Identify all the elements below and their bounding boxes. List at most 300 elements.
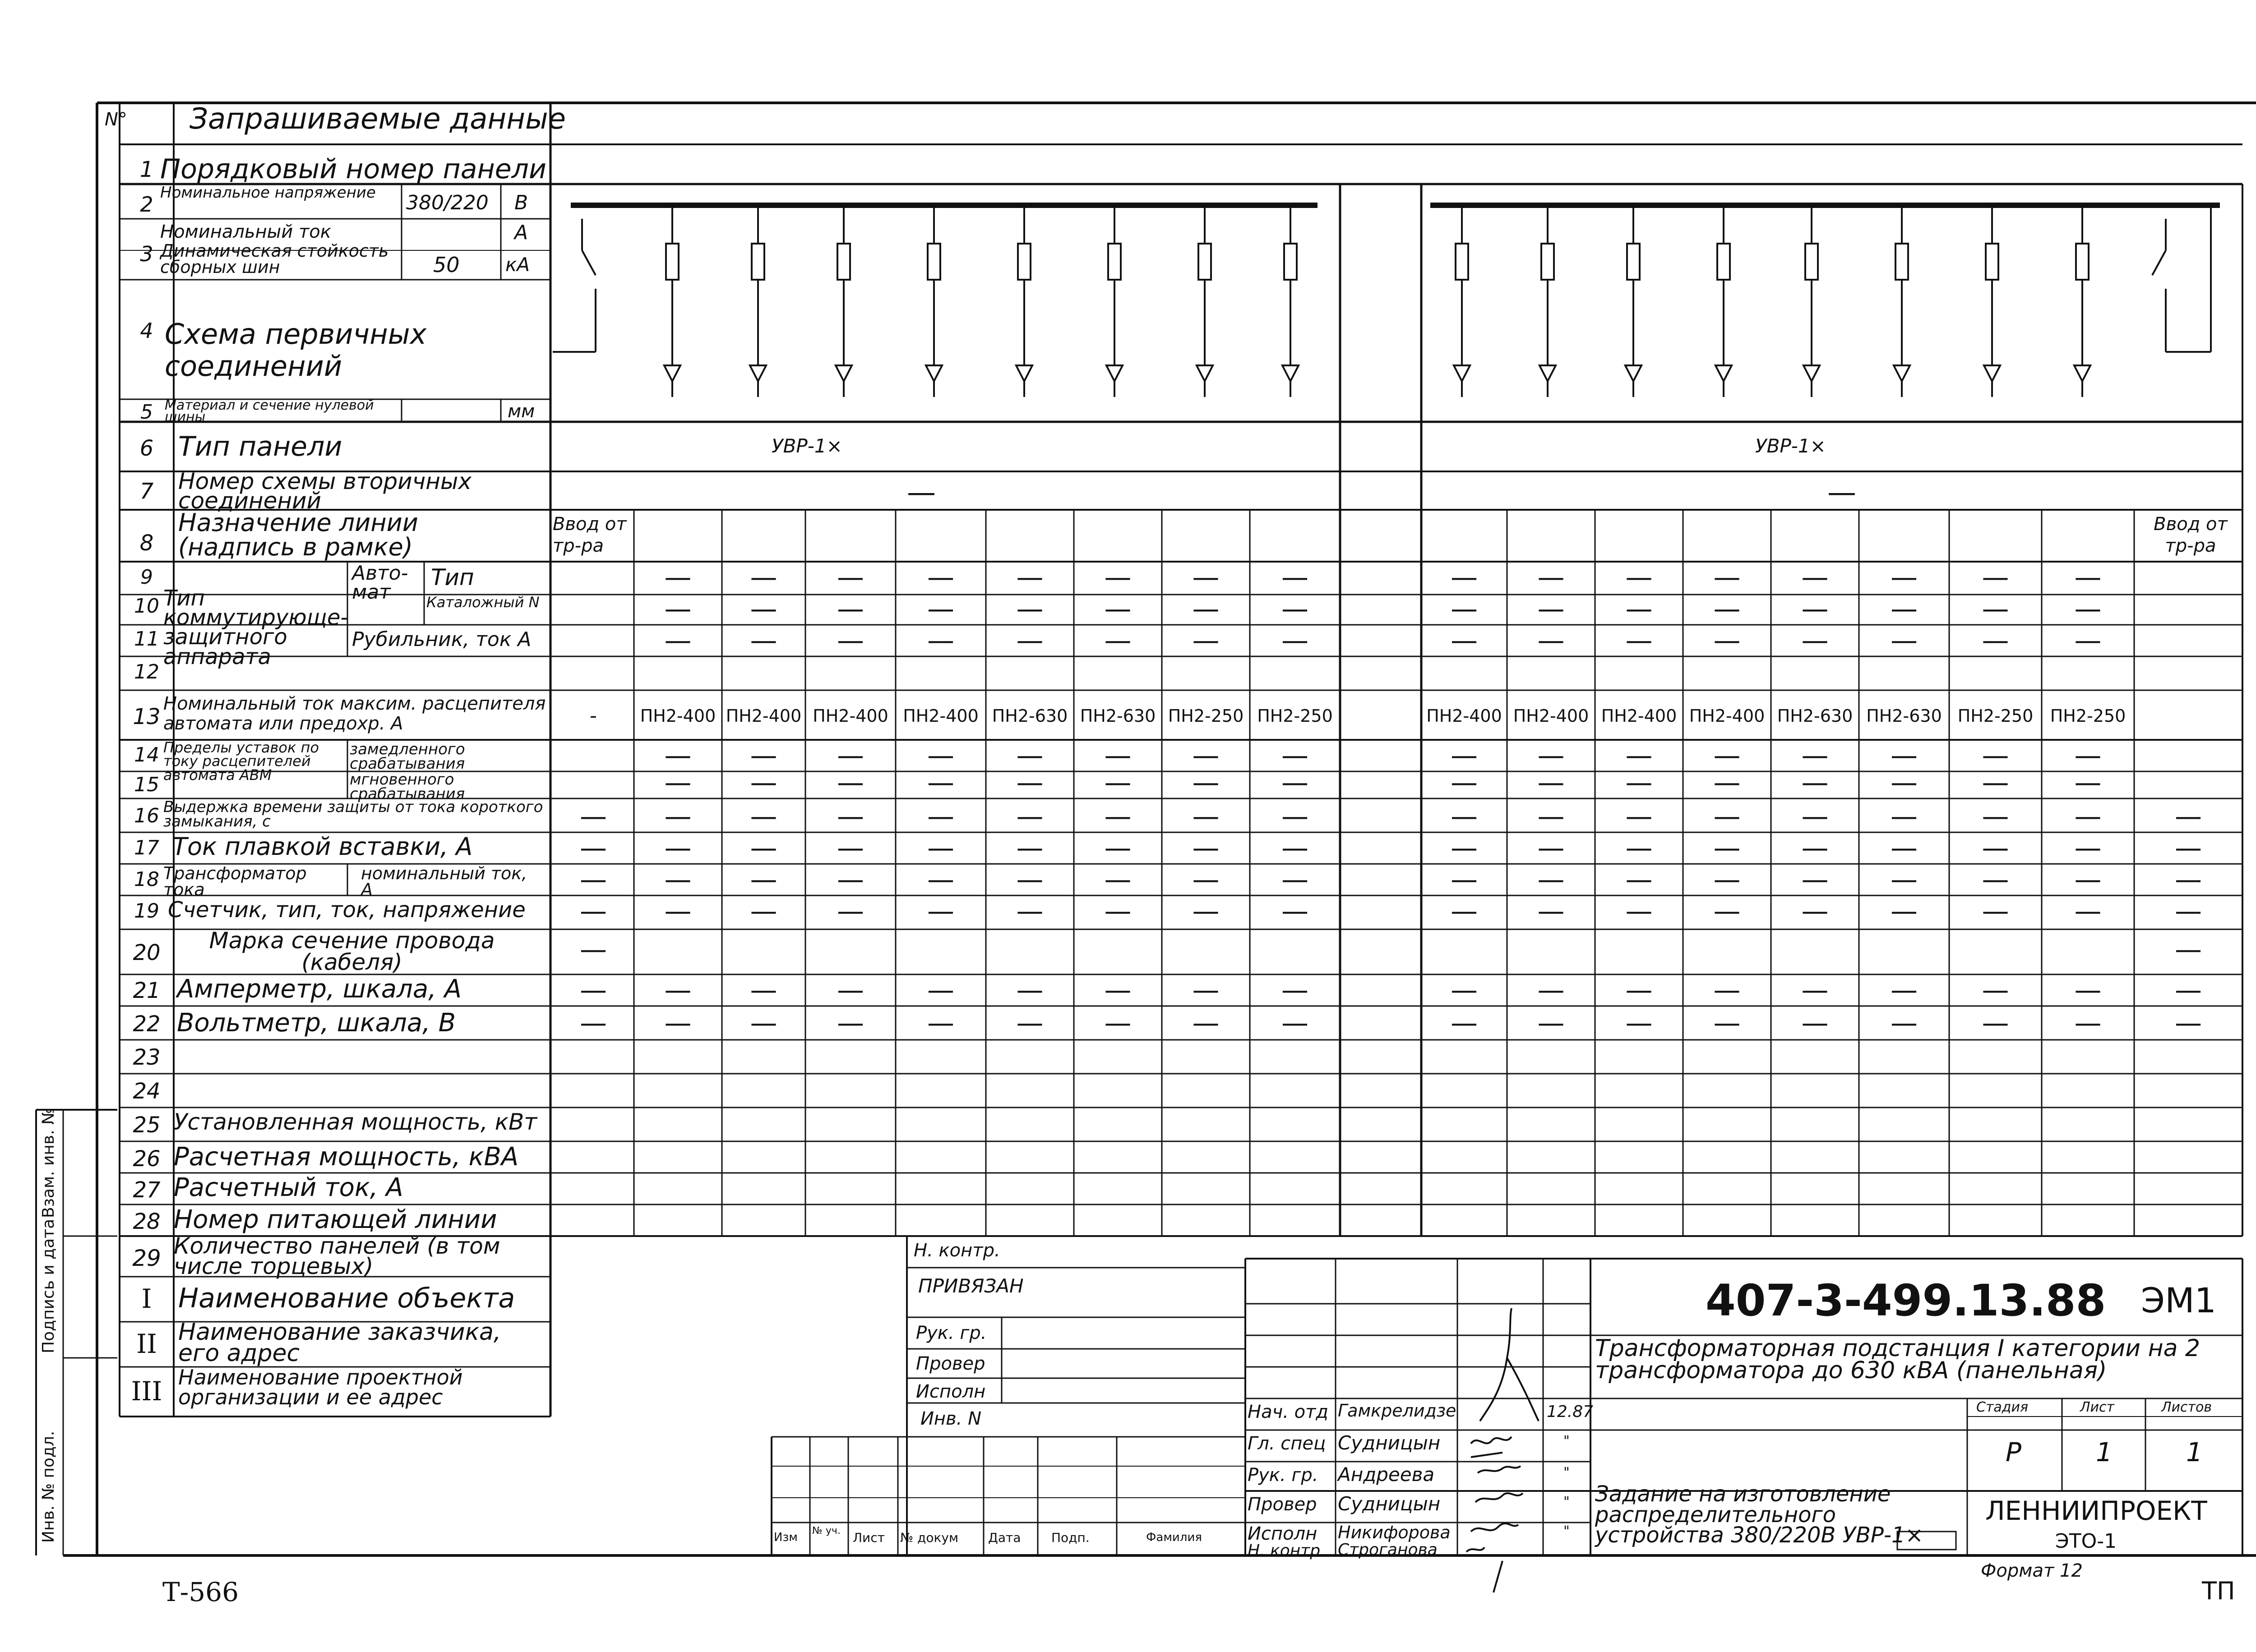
row7-value-right: — bbox=[1827, 476, 1856, 509]
dash-cell: — bbox=[1891, 562, 1918, 593]
row-label: Номинальный ток максим. расцепителя автомата или предохр. А bbox=[163, 693, 546, 734]
sheet-code: ЭМ1 bbox=[2141, 1280, 2216, 1320]
dash-cell: — bbox=[1192, 895, 1220, 927]
row-number: 18 bbox=[134, 868, 159, 891]
drawing-number: Т-566 bbox=[162, 1577, 239, 1607]
dash-cell: — bbox=[1281, 801, 1308, 832]
row-number: 4 bbox=[140, 318, 153, 343]
row-number: 8 bbox=[139, 531, 154, 556]
breaker-rating-cell: ПН2-630 bbox=[1080, 706, 1156, 726]
row8-right: Ввод от тр-ра bbox=[2154, 514, 2228, 556]
dash-cell: — bbox=[2074, 1007, 2102, 1039]
dash-cell: — bbox=[1801, 864, 1829, 895]
dash-cell: — bbox=[927, 740, 954, 771]
dash-cell: — bbox=[1451, 740, 1478, 771]
side-label-podpis: Подпись и дата bbox=[39, 1218, 58, 1353]
dash-cell: — bbox=[664, 1007, 692, 1039]
katalog-label: Каталожный N bbox=[426, 594, 540, 611]
prover: Провер bbox=[916, 1353, 985, 1374]
dash-cell: — bbox=[2175, 864, 2202, 895]
dash-cell: — bbox=[1713, 767, 1741, 798]
dash-cell: — bbox=[1016, 593, 1044, 625]
dash-cell: — bbox=[927, 864, 954, 895]
row-number: 5 bbox=[140, 401, 153, 424]
row-label: Номер питающей линии bbox=[174, 1205, 497, 1234]
dash-cell: — bbox=[1281, 895, 1308, 927]
dash-cell: — bbox=[1982, 1007, 2009, 1039]
dash-cell: — bbox=[664, 625, 692, 656]
change-col: № докум bbox=[900, 1530, 959, 1545]
dash-cell: — bbox=[1104, 864, 1132, 895]
dash-cell: — bbox=[2074, 562, 2102, 593]
row-label: Динамическая стойкость сборных шин bbox=[160, 241, 389, 277]
sheets-label: Листов bbox=[2161, 1399, 2212, 1415]
dash-cell: — bbox=[1891, 974, 1918, 1006]
row-number: 13 bbox=[133, 704, 161, 729]
row-label: Схема первичных соединений bbox=[165, 318, 427, 383]
dash-cell: — bbox=[1713, 974, 1741, 1006]
dash-cell: — bbox=[1801, 974, 1829, 1006]
row-number: II bbox=[136, 1329, 157, 1359]
row-number: 19 bbox=[134, 900, 159, 923]
task-description: Задание на изготовление распределительного устройства 380/220В УВР-1× bbox=[1595, 1481, 1923, 1548]
dash-cell: — bbox=[1537, 740, 1565, 771]
row-label: Номинальный ток bbox=[160, 221, 331, 242]
dash-cell: — bbox=[1016, 625, 1044, 656]
dash-cell: — bbox=[1801, 740, 1829, 771]
breaker-rating-cell: ПН2-250 bbox=[2050, 706, 2126, 726]
row-label: Наименование объекта bbox=[178, 1283, 515, 1314]
dash-cell: — bbox=[1192, 1007, 1220, 1039]
tip-label: Тип bbox=[431, 564, 474, 591]
dash-cell: — bbox=[2074, 864, 2102, 895]
dash-cell: — bbox=[1451, 864, 1478, 895]
row-label: Ток плавкой вставки, А bbox=[172, 832, 473, 861]
dash-cell: — bbox=[1713, 740, 1741, 771]
row-number: 25 bbox=[133, 1112, 161, 1138]
row-number: 29 bbox=[132, 1245, 161, 1271]
dash-cell: — bbox=[1281, 864, 1308, 895]
breaker-rating-cell: ПН2-630 bbox=[992, 706, 1068, 726]
dash-cell: — bbox=[750, 832, 777, 864]
dash-cell: — bbox=[927, 625, 954, 656]
dash-cell: — bbox=[1016, 767, 1044, 798]
n-kontr-top: Н. контр. bbox=[914, 1240, 1000, 1261]
row13-first: - bbox=[590, 704, 597, 727]
dash-cell: — bbox=[580, 974, 607, 1006]
row-label: Наименование заказчика, его адрес bbox=[178, 1319, 501, 1367]
role: Гл. спец bbox=[1248, 1433, 1326, 1454]
dash-cell: — bbox=[1192, 625, 1220, 656]
row-number: 17 bbox=[134, 836, 159, 859]
dash-cell: — bbox=[1713, 864, 1741, 895]
dash-cell: — bbox=[1625, 625, 1653, 656]
no-header: N° bbox=[105, 109, 127, 130]
dash-cell: — bbox=[1016, 974, 1044, 1006]
dash-cell: — bbox=[837, 864, 864, 895]
dash-cell: — bbox=[1537, 625, 1565, 656]
dash-cell: — bbox=[927, 593, 954, 625]
dash-cell: — bbox=[1982, 767, 2009, 798]
dash-cell: — bbox=[664, 832, 692, 864]
dash-cell: — bbox=[1192, 832, 1220, 864]
dash-cell: — bbox=[1625, 864, 1653, 895]
change-col: Подп. bbox=[1051, 1530, 1090, 1545]
dash-cell: — bbox=[1281, 625, 1308, 656]
dash-cell: — bbox=[1891, 767, 1918, 798]
dash-cell: — bbox=[2074, 767, 2102, 798]
dash-cell: — bbox=[2074, 895, 2102, 927]
document-code: 407-3-499.13.88 bbox=[1706, 1275, 2106, 1326]
dash-cell: — bbox=[664, 801, 692, 832]
dash-cell: — bbox=[2074, 593, 2102, 625]
dash-cell: — bbox=[837, 740, 864, 771]
dash-cell: — bbox=[580, 864, 607, 895]
dash-cell: — bbox=[1625, 974, 1653, 1006]
dash-cell: — bbox=[750, 1007, 777, 1039]
format: Формат 12 bbox=[1981, 1560, 2083, 1581]
dash-cell: — bbox=[1982, 974, 2009, 1006]
dash-cell: — bbox=[1281, 974, 1308, 1006]
role: Рук. гр. bbox=[1248, 1465, 1318, 1486]
breaker-rating-cell: ПН2-400 bbox=[1513, 706, 1589, 726]
stage-label: Стадия bbox=[1976, 1399, 2029, 1415]
dash-cell: — bbox=[2175, 1007, 2202, 1039]
dash-cell: — bbox=[1016, 562, 1044, 593]
dash-cell: — bbox=[2074, 801, 2102, 832]
dash-cell: — bbox=[750, 864, 777, 895]
row-value: 50 bbox=[433, 253, 460, 277]
row7-value-left: — bbox=[907, 476, 936, 509]
dash-cell: — bbox=[1625, 593, 1653, 625]
dash-cell: — bbox=[1982, 562, 2009, 593]
row-label: Порядковый номер панели bbox=[160, 153, 546, 185]
dash-cell: — bbox=[1982, 801, 2009, 832]
dash-cell: — bbox=[1016, 740, 1044, 771]
row-number: 6 bbox=[139, 436, 154, 461]
dash-cell: — bbox=[1451, 832, 1478, 864]
avtomat-label: Авто-мат bbox=[352, 562, 408, 604]
dash-cell: — bbox=[1713, 562, 1741, 593]
dash-cell: — bbox=[1801, 593, 1829, 625]
row-label: Количество панелей (в том числе торцевых) bbox=[174, 1233, 500, 1279]
dash-cell: — bbox=[1891, 832, 1918, 864]
dash-cell: — bbox=[837, 832, 864, 864]
dash-cell: — bbox=[1891, 1007, 1918, 1039]
dash-cell: — bbox=[927, 767, 954, 798]
zamedl-label: замедленного срабатывания bbox=[350, 740, 465, 773]
row8-left: Ввод от тр-ра bbox=[553, 514, 627, 556]
sheet-label: Лист bbox=[2080, 1399, 2115, 1415]
dash-cell: — bbox=[837, 974, 864, 1006]
dash-cell: — bbox=[1104, 740, 1132, 771]
dash-cell: — bbox=[1713, 1007, 1741, 1039]
dash-cell: — bbox=[1713, 832, 1741, 864]
dash-cell: — bbox=[2074, 625, 2102, 656]
panel-type-right: УВР-1× bbox=[1755, 435, 1826, 457]
breaker-rating-cell: ПН2-250 bbox=[1168, 706, 1244, 726]
organization: ЛЕННИИПРОЕКТ bbox=[1985, 1495, 2207, 1526]
dash-cell: — bbox=[2175, 832, 2202, 864]
dash-cell: — bbox=[1713, 895, 1741, 927]
dash-cell: — bbox=[1625, 832, 1653, 864]
sheet-value: 1 bbox=[2096, 1437, 2113, 1467]
dash-cell: — bbox=[1982, 895, 2009, 927]
dash-cell: — bbox=[837, 767, 864, 798]
dash-cell: — bbox=[837, 625, 864, 656]
rubilnik-label: Рубильник, ток А bbox=[352, 628, 532, 651]
dash-cell: — bbox=[2074, 974, 2102, 1006]
dash-cell: — bbox=[1537, 767, 1565, 798]
row-label: Вольтметр, шкала, В bbox=[177, 1008, 456, 1038]
row-number: 12 bbox=[134, 660, 159, 683]
row-label: Установленная мощность, кВт bbox=[174, 1109, 537, 1135]
row-unit: А bbox=[514, 221, 528, 244]
row-unit: кА bbox=[505, 254, 530, 276]
dash-cell: — bbox=[1891, 593, 1918, 625]
name: Никифорова bbox=[1338, 1523, 1451, 1542]
dash-cell: — bbox=[1625, 562, 1653, 593]
row-number: 15 bbox=[134, 773, 159, 796]
dash-cell: — bbox=[1625, 895, 1653, 927]
dash-cell: — bbox=[1801, 801, 1829, 832]
dash-cell: — bbox=[1281, 562, 1308, 593]
row-number: 3 bbox=[140, 242, 153, 266]
dash-cell: — bbox=[1104, 832, 1132, 864]
breaker-rating-cell: ПН2-400 bbox=[726, 706, 802, 726]
ditto: " bbox=[1563, 1433, 1570, 1449]
row-number: 9 bbox=[140, 566, 153, 589]
dash-cell: — bbox=[664, 895, 692, 927]
dash-cell: — bbox=[1104, 801, 1132, 832]
row-label: Пределы уставок по току расцепителей автомата АВМ bbox=[163, 739, 319, 784]
dash-cell: — bbox=[1104, 1007, 1132, 1039]
dash-cell: — bbox=[1104, 974, 1132, 1006]
dash-cell: — bbox=[1982, 864, 2009, 895]
dash-cell: — bbox=[2175, 934, 2202, 965]
dash-cell: — bbox=[750, 562, 777, 593]
dash-cell: — bbox=[1104, 562, 1132, 593]
dash-cell: — bbox=[1537, 864, 1565, 895]
row-number: 7 bbox=[139, 479, 154, 504]
inv-n: Инв. N bbox=[920, 1408, 981, 1429]
dash-cell: — bbox=[750, 801, 777, 832]
dash-cell: — bbox=[1451, 562, 1478, 593]
row-label: Расчетный ток, А bbox=[174, 1173, 403, 1202]
dash-cell: — bbox=[750, 895, 777, 927]
dash-cell: — bbox=[2074, 740, 2102, 771]
row-number: 16 bbox=[134, 804, 159, 827]
row-number: 22 bbox=[133, 1011, 161, 1037]
project-description: Трансформаторная подстанция I категории на 2 трансформатора до 630 кВА (панельная) bbox=[1595, 1335, 2201, 1384]
dash-cell: — bbox=[1451, 974, 1478, 1006]
dash-cell: — bbox=[1982, 740, 2009, 771]
dash-cell: — bbox=[927, 801, 954, 832]
table-title: Запрашиваемые данные bbox=[190, 102, 566, 136]
row-unit: мм bbox=[508, 401, 535, 422]
dash-cell: — bbox=[1104, 625, 1132, 656]
row-number: 24 bbox=[133, 1079, 161, 1104]
dash-cell: — bbox=[580, 934, 607, 965]
row-number: 20 bbox=[133, 940, 161, 965]
mgnov-label: мгновенного срабатывания bbox=[350, 771, 465, 803]
row-label: Расчетная мощность, кВА bbox=[174, 1142, 519, 1172]
dash-cell: — bbox=[580, 832, 607, 864]
dash-cell: — bbox=[1625, 1007, 1653, 1039]
dash-cell: — bbox=[1192, 767, 1220, 798]
dash-cell: — bbox=[1016, 832, 1044, 864]
breaker-rating-cell: ПН2-630 bbox=[1866, 706, 1942, 726]
row-number: I bbox=[141, 1283, 152, 1314]
date: 12.87 bbox=[1547, 1403, 1594, 1421]
name: Гамкрелидзе bbox=[1338, 1401, 1456, 1421]
dash-cell: — bbox=[1192, 801, 1220, 832]
breaker-rating-cell: ПН2-250 bbox=[1957, 706, 2034, 726]
row-label: Выдержка времени защиты от тока короткого замыкания, с bbox=[163, 798, 543, 831]
dash-cell: — bbox=[664, 740, 692, 771]
dash-cell: — bbox=[1192, 864, 1220, 895]
name: Судницын bbox=[1338, 1493, 1441, 1515]
row-value: 380/220 bbox=[406, 191, 489, 214]
dash-cell: — bbox=[1713, 801, 1741, 832]
role: Нач. отд bbox=[1248, 1402, 1329, 1422]
stage-value: Р bbox=[2006, 1437, 2021, 1467]
dash-cell: — bbox=[1891, 895, 1918, 927]
row-number: 11 bbox=[134, 628, 159, 651]
dash-cell: — bbox=[1801, 832, 1829, 864]
dash-cell: — bbox=[1625, 740, 1653, 771]
name: Судницын bbox=[1338, 1432, 1441, 1454]
dash-cell: — bbox=[1451, 767, 1478, 798]
dash-cell: — bbox=[1192, 740, 1220, 771]
dash-cell: — bbox=[1451, 801, 1478, 832]
breaker-rating-cell: ПН2-400 bbox=[1426, 706, 1502, 726]
row-label: Наименование проектной организации и ее адрес bbox=[178, 1365, 463, 1409]
row-number: 14 bbox=[134, 743, 159, 766]
privyazan: ПРИВЯЗАН bbox=[918, 1275, 1024, 1297]
name: Андреева bbox=[1338, 1463, 1435, 1486]
dash-cell: — bbox=[1537, 974, 1565, 1006]
dash-cell: — bbox=[664, 562, 692, 593]
row-number: 27 bbox=[133, 1177, 161, 1203]
row-label: Амперметр, шкала, А bbox=[177, 974, 462, 1004]
dash-cell: — bbox=[927, 974, 954, 1006]
dash-cell: — bbox=[1891, 801, 1918, 832]
dash-cell: — bbox=[1801, 895, 1829, 927]
breaker-rating-cell: ПН2-400 bbox=[813, 706, 888, 726]
dash-cell: — bbox=[1537, 895, 1565, 927]
dash-cell: — bbox=[1451, 593, 1478, 625]
dash-cell: — bbox=[837, 1007, 864, 1039]
nom-tok-label: номинальный ток, А bbox=[361, 863, 527, 900]
change-col: Изм bbox=[774, 1531, 798, 1544]
dash-cell: — bbox=[1713, 593, 1741, 625]
breaker-rating-cell: ПН2-630 bbox=[1777, 706, 1853, 726]
row-number: III bbox=[131, 1376, 162, 1407]
dash-cell: — bbox=[1801, 562, 1829, 593]
role: Н. контр bbox=[1248, 1541, 1321, 1560]
primary-connection-diagram bbox=[553, 205, 2220, 352]
ispoln: Исполн bbox=[916, 1381, 986, 1402]
role: Провер bbox=[1248, 1494, 1317, 1515]
dash-cell: — bbox=[927, 832, 954, 864]
dash-cell: — bbox=[1625, 801, 1653, 832]
dash-cell: — bbox=[664, 767, 692, 798]
dash-cell: — bbox=[1801, 1007, 1829, 1039]
dash-cell: — bbox=[1281, 593, 1308, 625]
dash-cell: — bbox=[1625, 767, 1653, 798]
dash-cell: — bbox=[1891, 740, 1918, 771]
dash-cell: — bbox=[1537, 1007, 1565, 1039]
role: Исполн bbox=[1248, 1523, 1318, 1544]
dash-cell: — bbox=[1281, 1007, 1308, 1039]
dash-cell: — bbox=[1982, 593, 2009, 625]
corner-mark: ТП bbox=[2202, 1577, 2235, 1605]
dash-cell: — bbox=[927, 1007, 954, 1039]
dash-cell: — bbox=[1281, 740, 1308, 771]
dash-cell: — bbox=[1982, 832, 2009, 864]
breaker-rating-cell: ПН2-400 bbox=[1689, 706, 1765, 726]
dash-cell: — bbox=[1281, 767, 1308, 798]
dash-cell: — bbox=[580, 1007, 607, 1039]
row-number: 10 bbox=[134, 595, 159, 618]
dash-cell: — bbox=[1104, 767, 1132, 798]
ditto: " bbox=[1563, 1465, 1570, 1481]
row-label: Номер схемы вторичных соединений bbox=[178, 468, 472, 514]
dash-cell: — bbox=[927, 562, 954, 593]
row-label: Трансформатор тока bbox=[163, 863, 307, 900]
dash-cell: — bbox=[580, 895, 607, 927]
breaker-rating-cell: ПН2-250 bbox=[1257, 706, 1333, 726]
change-col: № уч. bbox=[812, 1525, 841, 1537]
dash-cell: — bbox=[1016, 895, 1044, 927]
row-unit: В bbox=[514, 191, 528, 214]
row-label: Счетчик, тип, ток, напряжение bbox=[168, 897, 526, 923]
dash-cell: — bbox=[1192, 593, 1220, 625]
row-label: Марка сечение провода (кабеля) bbox=[209, 928, 495, 975]
row-label: Тип коммутирующе-защитного аппарата bbox=[163, 586, 348, 669]
dash-cell: — bbox=[1801, 767, 1829, 798]
breaker-rating-cell: ПН2-400 bbox=[640, 706, 716, 726]
dash-cell: — bbox=[2175, 895, 2202, 927]
dash-cell: — bbox=[1891, 864, 1918, 895]
dash-cell: — bbox=[664, 593, 692, 625]
dash-cell: — bbox=[1016, 864, 1044, 895]
dash-cell: — bbox=[1801, 625, 1829, 656]
dash-cell: — bbox=[1891, 625, 1918, 656]
dash-cell: — bbox=[1192, 974, 1220, 1006]
row-label: Материал и сечение нулевой шины bbox=[165, 397, 374, 425]
row-label: Назначение линии (надпись в рамке) bbox=[178, 508, 418, 561]
dash-cell: — bbox=[1537, 832, 1565, 864]
dash-cell: — bbox=[750, 767, 777, 798]
dash-cell: — bbox=[837, 562, 864, 593]
dash-cell: — bbox=[1451, 1007, 1478, 1039]
dash-cell: — bbox=[1104, 895, 1132, 927]
change-col: Дата bbox=[988, 1530, 1021, 1545]
name: Строганова bbox=[1338, 1541, 1438, 1559]
dash-cell: — bbox=[837, 593, 864, 625]
change-col: Фамилия bbox=[1146, 1531, 1202, 1544]
ditto: " bbox=[1563, 1494, 1570, 1510]
dash-cell: — bbox=[1104, 593, 1132, 625]
row-number: 26 bbox=[133, 1146, 161, 1172]
dash-cell: — bbox=[1451, 895, 1478, 927]
panel-type-left: УВР-1× bbox=[772, 435, 842, 457]
dash-cell: — bbox=[1016, 801, 1044, 832]
dash-cell: — bbox=[580, 801, 607, 832]
dash-cell: — bbox=[1537, 562, 1565, 593]
